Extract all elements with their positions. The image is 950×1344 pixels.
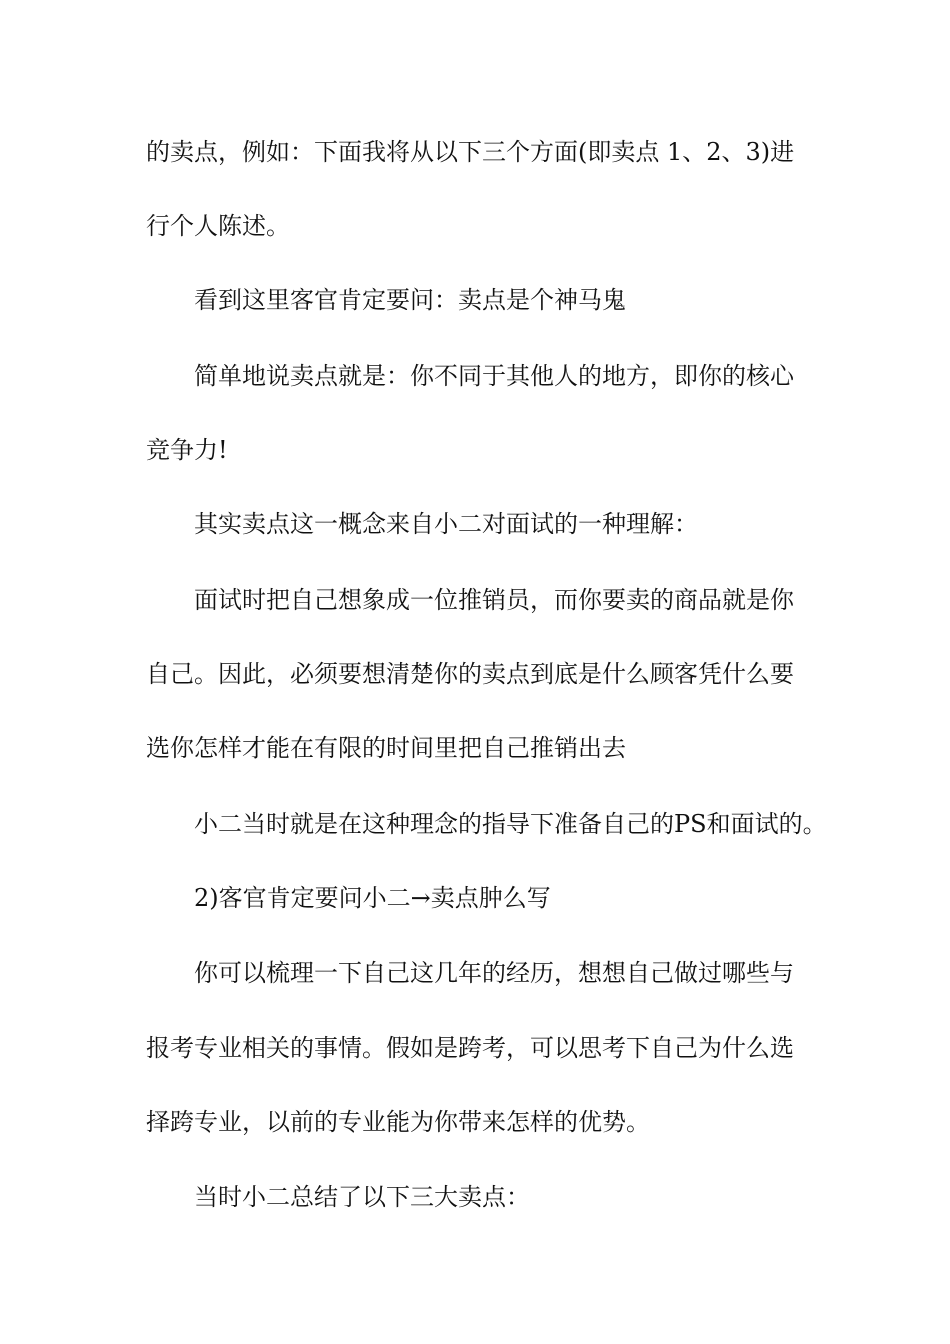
text-line: 自己。因此，必须要想清楚你的卖点到底是什么顾客凭什么要 (146, 660, 794, 688)
paragraph-start: 看到这里客官肯定要问：卖点是个神马鬼 (194, 286, 626, 314)
paragraph-start: 小二当时就是在这种理念的指导下准备自己的PS和面试的。 (194, 810, 827, 838)
paragraph-start: 简单地说卖点就是：你不同于其他人的地方，即你的核心 (194, 362, 794, 390)
text-line: 行个人陈述。 (146, 212, 290, 240)
text-line: 选你怎样才能在有限的时间里把自己推销出去 (146, 734, 626, 762)
paragraph-start: 当时小二总结了以下三大卖点： (194, 1183, 530, 1211)
paragraph-start: 其实卖点这一概念来自小二对面试的一种理解： (194, 510, 698, 538)
paragraph-start: 你可以梳理一下自己这几年的经历，想想自己做过哪些与 (194, 959, 794, 987)
text-line: 的卖点，例如：下面我将从以下三个方面(即卖点 1、2、3)进 (146, 138, 795, 166)
text-line: 竞争力! (146, 436, 228, 464)
paragraph-start: 面试时把自己想象成一位推销员，而你要卖的商品就是你 (194, 586, 794, 614)
paragraph-start: 2)客官肯定要问小二→卖点肿么写 (194, 884, 551, 912)
text-line: 择跨专业，以前的专业能为你带来怎样的优势。 (146, 1108, 650, 1136)
text-line: 报考专业相关的事情。假如是跨考，可以思考下自己为什么选 (146, 1034, 794, 1062)
